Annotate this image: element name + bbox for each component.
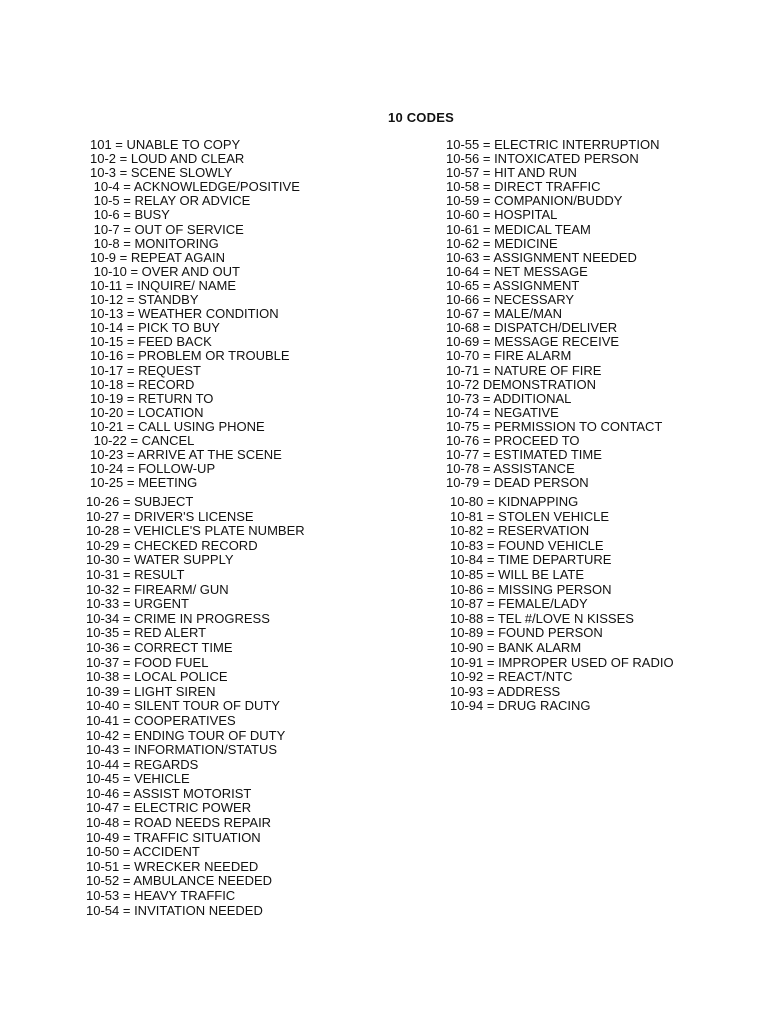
- left-column-bottom: [86, 495, 305, 918]
- code-entry: 10-46 = ASSIST MOTORIST: [86, 785, 252, 801]
- code-entry: 10-86 = MISSING PERSON: [450, 581, 612, 597]
- code-entry: 10-7 = OUT OF SERVICE: [90, 221, 244, 237]
- code-entry: 10-25 = MEETING: [90, 475, 198, 491]
- code-entry: 10-32 = FIREARM/ GUN: [86, 581, 229, 597]
- code-entry: 10-28 = VEHICLE'S PLATE NUMBER: [86, 523, 305, 539]
- code-entry: 10-13 = WEATHER CONDITION: [90, 306, 279, 322]
- code-entry: 10-77 = ESTIMATED TIME: [446, 447, 602, 463]
- code-entry: 10-38 = LOCAL POLICE: [86, 669, 228, 685]
- code-entry: 10-82 = RESERVATION: [450, 523, 590, 539]
- code-entry: 10-51 = WRECKER NEEDED: [86, 858, 259, 874]
- code-entry: 10-9 = REPEAT AGAIN: [90, 249, 225, 265]
- code-entry: 10-92 = REACT/NTC: [450, 669, 573, 685]
- code-entry: 10-72 DEMONSTRATION: [446, 376, 597, 392]
- code-entry: 10-78 = ASSISTANCE: [446, 461, 575, 477]
- code-entry: 10-71 = NATURE OF FIRE: [446, 362, 602, 378]
- code-entry: 10-62 = MEDICINE: [446, 235, 558, 251]
- code-entry: 10-22 = CANCEL: [90, 432, 195, 448]
- code-entry: 10-76 = PROCEED TO: [446, 432, 580, 448]
- code-entry: 10-94 = DRUG RACING: [450, 698, 591, 714]
- code-entry: 10-69 = MESSAGE RECEIVE: [446, 334, 620, 350]
- code-entry: 10-5 = RELAY OR ADVICE: [90, 193, 251, 209]
- code-entry: 10-16 = PROBLEM OR TROUBLE: [90, 348, 290, 364]
- code-entry: 10-75 = PERMISSION TO CONTACT: [446, 418, 663, 434]
- code-entry: 101 = UNABLE TO COPY: [90, 137, 241, 152]
- code-entry: 10-47 = ELECTRIC POWER: [86, 800, 252, 816]
- code-entry: 10-61 = MEDICAL TEAM: [446, 221, 591, 237]
- code-entry: 10-37 = FOOD FUEL: [86, 654, 209, 670]
- code-entry: 10-14 = PICK TO BUY: [90, 320, 220, 336]
- code-entry: 10-3 = SCENE SLOWLY: [90, 165, 233, 181]
- code-entry: 10-89 = FOUND PERSON: [450, 625, 603, 641]
- code-entry: 10-12 = STANDBY: [90, 292, 199, 308]
- code-entry: 10-31 = RESULT: [86, 566, 185, 582]
- code-entry: 10-74 = NEGATIVE: [446, 404, 559, 420]
- code-entry: 10-70 = FIRE ALARM: [446, 348, 572, 364]
- code-entry: 10-26 = SUBJECT: [86, 494, 194, 509]
- code-entry: 10-85 = WILL BE LATE: [450, 566, 585, 582]
- code-entry: 10-17 = REQUEST: [90, 362, 201, 378]
- code-entry: 10-79 = DEAD PERSON: [446, 475, 589, 491]
- code-entry: 10-87 = FEMALE/LADY: [450, 596, 588, 612]
- code-entry: 10-33 = URGENT: [86, 596, 189, 612]
- code-entry: 10-88 = TEL #/LOVE N KISSES: [450, 610, 634, 626]
- code-entry: 10-40 = SILENT TOUR OF DUTY: [86, 698, 280, 714]
- code-entry: 10-52 = AMBULANCE NEEDED: [86, 873, 273, 889]
- code-entry: 10-11 = INQUIRE/ NAME: [90, 277, 237, 293]
- code-entry: 10-45 = VEHICLE: [86, 771, 190, 787]
- code-entry: 10-66 = NECESSARY: [446, 292, 575, 308]
- code-entry: 10-24 = FOLLOW-UP: [90, 461, 216, 477]
- code-entry: 10-81 = STOLEN VEHICLE: [450, 508, 610, 524]
- left-column-top: [90, 138, 300, 490]
- code-entry: 10-57 = HIT AND RUN: [446, 165, 577, 181]
- code-entry: 10-65 = ASSIGNMENT: [446, 277, 580, 293]
- code-entry: 10-90 = BANK ALARM: [450, 639, 582, 655]
- page-title: 10 CODES: [388, 110, 454, 125]
- code-entry: 10-55 = ELECTRIC INTERRUPTION: [446, 137, 660, 152]
- code-entry: 10-21 = CALL USING PHONE: [90, 418, 265, 434]
- code-entry: 10-30 = WATER SUPPLY: [86, 552, 234, 568]
- code-entry: 10-80 = KIDNAPPING: [450, 494, 579, 509]
- code-entry: 10-56 = INTOXICATED PERSON: [446, 151, 639, 167]
- code-entry: 10-67 = MALE/MAN: [446, 306, 562, 322]
- code-entry: 10-36 = CORRECT TIME: [86, 639, 233, 655]
- code-entry: 10-8 = MONITORING: [90, 235, 219, 251]
- code-entry: 10-93 = ADDRESS: [450, 683, 561, 699]
- code-entry: 10-83 = FOUND VEHICLE: [450, 537, 604, 553]
- code-entry: 10-49 = TRAFFIC SITUATION: [86, 829, 261, 845]
- right-column-top: [446, 138, 662, 490]
- code-entry: 10-54 = INVITATION NEEDED: [86, 902, 263, 918]
- code-entry: 10-44 = REGARDS: [86, 756, 199, 772]
- code-entry: 10-59 = COMPANION/BUDDY: [446, 193, 623, 209]
- code-entry: 10-6 = BUSY: [90, 207, 170, 223]
- code-entry: 10-34 = CRIME IN PROGRESS: [86, 610, 270, 626]
- right-column-bottom: [450, 495, 674, 714]
- code-entry: 10-48 = ROAD NEEDS REPAIR: [86, 815, 272, 831]
- code-entry: 10-29 = CHECKED RECORD: [86, 537, 258, 553]
- code-entry: 10-43 = INFORMATION/STATUS: [86, 742, 278, 758]
- code-entry: 10-39 = LIGHT SIREN: [86, 683, 216, 699]
- code-entry: 10-68 = DISPATCH/DELIVER: [446, 320, 618, 336]
- code-entry: 10-73 = ADDITIONAL: [446, 390, 572, 406]
- code-entry: 10-18 = RECORD: [90, 376, 195, 392]
- code-entry: 10-63 = ASSIGNMENT NEEDED: [446, 249, 637, 265]
- code-entry: 10-2 = LOUD AND CLEAR: [90, 151, 245, 167]
- code-entry: 10-10 = OVER AND OUT: [90, 263, 240, 279]
- code-entry: 10-84 = TIME DEPARTURE: [450, 552, 612, 568]
- code-entry: 10-35 = RED ALERT: [86, 625, 207, 641]
- code-entry: 10-20 = LOCATION: [90, 404, 204, 420]
- code-entry: 10-41 = COOPERATIVES: [86, 712, 236, 728]
- code-entry: 10-53 = HEAVY TRAFFIC: [86, 888, 236, 904]
- code-entry: 10-27 = DRIVER'S LICENSE: [86, 508, 254, 524]
- code-entry: 10-91 = IMPROPER USED OF RADIO: [450, 654, 674, 670]
- code-entry: 10-23 = ARRIVE AT THE SCENE: [90, 447, 282, 463]
- code-entry: 10-58 = DIRECT TRAFFIC: [446, 179, 601, 195]
- code-entry: 10-4 = ACKNOWLEDGE/POSITIVE: [90, 179, 300, 195]
- code-entry: 10-19 = RETURN TO: [90, 390, 214, 406]
- code-entry: 10-42 = ENDING TOUR OF DUTY: [86, 727, 286, 743]
- code-entry: 10-50 = ACCIDENT: [86, 844, 200, 860]
- code-entry: 10-15 = FEED BACK: [90, 334, 212, 350]
- code-entry: 10-60 = HOSPITAL: [446, 207, 558, 223]
- code-entry: 10-64 = NET MESSAGE: [446, 263, 588, 279]
